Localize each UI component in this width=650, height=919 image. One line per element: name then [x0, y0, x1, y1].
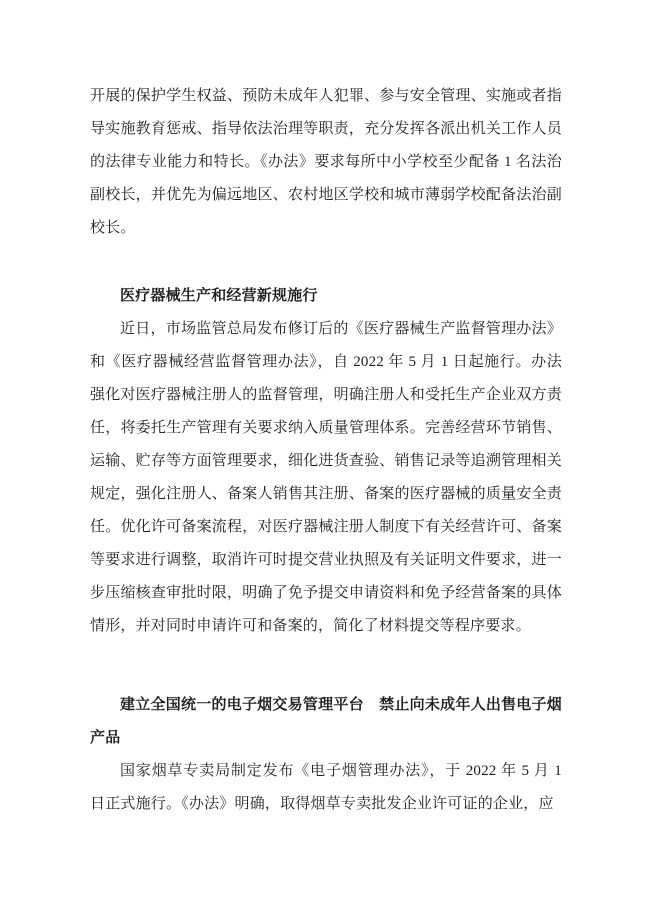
paragraph-medical-device-regulations: 近日，市场监管总局发布修订后的《医疗器械生产监督管理办法》和《医疗器械经营监督管理办法》，自 2022 年 5 月 1 日起施行。办法强化对医疗器械注册人的监督管理，明确注册人和受托生产企业双方责任，将委托生产管理有关要求纳入质量管理体系。完善经营环节销售、运输、贮存等方面管理要求，细化进货查验、销售记录等追溯管理相关规定，强化注册人、备案人销售其注册、备案的医疗器械的质量安全责任。优化许可备案流程，对医疗器械注册人制度下有关经营许可、备案等要求进行调整，取消许可时提交营业执照及有关证明文件要求，进一步压缩核查审批时限，明确了免予提交申请资料和免予经营备案的具体情形，并对同时申请许可和备案的，简化了材料提交等程序要求。 — [90, 321, 562, 634]
paragraph-school-legal-vice-principal: 开展的保护学生权益、预防未成年人犯罪、参与安全管理、实施或者指导实施教育惩戒、指导依法治理等职责，充分发挥各派出机关工作人员的法律专业能力和特长。《办法》要求每所中小学校至少配备 1 名法治副校长，并优先为偏远地区、农村地区学校和城市薄弱学校配备法治副校长。 — [90, 88, 562, 236]
heading-medical-device-regulations: 医疗器械生产和经营新规施行 — [120, 288, 318, 304]
heading-ecigarette-platform: 建立全国统一的电子烟交易管理平台 禁止向未成年人出售电子烟产品 — [90, 697, 562, 746]
paragraph-ecigarette-measures: 国家烟草专卖局制定发布《电子烟管理办法》，于 2022 年 5 月 1 日正式施行。《办法》明确，取得烟草专卖批发企业许可证的企业，应 — [90, 763, 562, 812]
